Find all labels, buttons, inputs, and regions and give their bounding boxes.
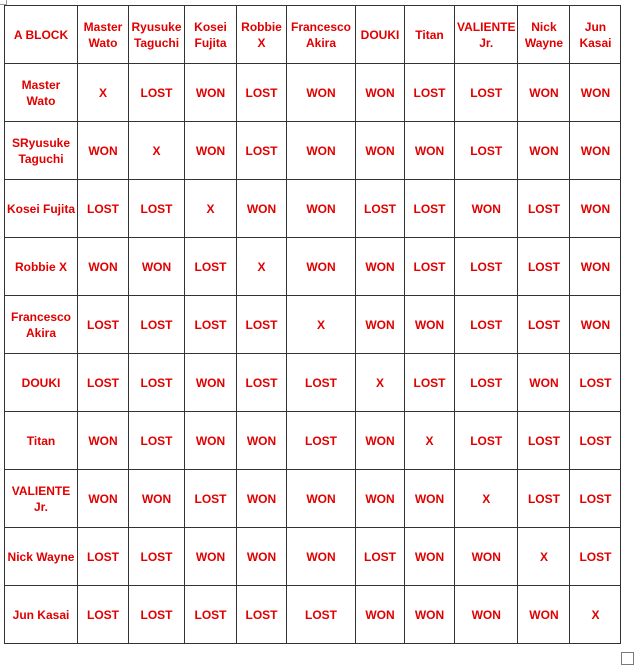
- result-cell: WON: [78, 238, 129, 296]
- result-cell: WON: [356, 64, 405, 122]
- table-row: [5, 64, 621, 122]
- table-row: [5, 470, 621, 528]
- result-cell: LOST: [237, 64, 287, 122]
- result-cell: LOST: [405, 180, 455, 238]
- result-cell: LOST: [237, 354, 287, 412]
- table-row: [5, 528, 621, 586]
- result-cell: LOST: [287, 412, 356, 470]
- result-cell: WON: [518, 64, 570, 122]
- column-header-cell: Nick Wayne: [518, 6, 570, 64]
- result-cell: LOST: [129, 296, 185, 354]
- row-header-cell: Nick Wayne: [5, 528, 78, 586]
- result-cell: WON: [405, 528, 455, 586]
- result-cell: LOST: [518, 470, 570, 528]
- result-cell: WON: [287, 64, 356, 122]
- result-cell: LOST: [455, 354, 518, 412]
- column-header-cell: Francesco Akira: [287, 6, 356, 64]
- result-cell: WON: [455, 586, 518, 644]
- row-header-cell: Master Wato: [5, 64, 78, 122]
- column-header-cell: Jun Kasai: [570, 6, 621, 64]
- row-header-cell: SRyusuke Taguchi: [5, 122, 78, 180]
- result-cell: WON: [237, 528, 287, 586]
- result-cell: WON: [287, 238, 356, 296]
- result-cell: WON: [570, 296, 621, 354]
- result-cell: LOST: [455, 122, 518, 180]
- result-cell: LOST: [185, 238, 237, 296]
- result-cell: WON: [405, 296, 455, 354]
- result-cell: WON: [287, 528, 356, 586]
- result-cell: WON: [287, 122, 356, 180]
- column-header-cell: Master Wato: [78, 6, 129, 64]
- result-cell: WON: [287, 180, 356, 238]
- result-cell: LOST: [237, 296, 287, 354]
- result-cell: LOST: [78, 296, 129, 354]
- result-cell: X: [287, 296, 356, 354]
- result-cell: WON: [518, 354, 570, 412]
- result-cell: LOST: [129, 528, 185, 586]
- result-cell: X: [185, 180, 237, 238]
- result-cell: LOST: [78, 180, 129, 238]
- result-cell: WON: [570, 122, 621, 180]
- column-header-cell: Robbie X: [237, 6, 287, 64]
- result-cell: WON: [78, 412, 129, 470]
- result-cell: WON: [185, 354, 237, 412]
- result-cell: LOST: [78, 528, 129, 586]
- result-cell: WON: [518, 586, 570, 644]
- result-cell: WON: [185, 122, 237, 180]
- result-cell: LOST: [518, 238, 570, 296]
- table-body: [5, 6, 621, 644]
- result-cell: LOST: [356, 180, 405, 238]
- a-block-results-table: [4, 5, 621, 644]
- result-cell: WON: [405, 470, 455, 528]
- result-cell: WON: [356, 470, 405, 528]
- table-row: [5, 238, 621, 296]
- result-cell: LOST: [237, 586, 287, 644]
- result-cell: LOST: [129, 64, 185, 122]
- table-row: [5, 122, 621, 180]
- result-cell: WON: [185, 528, 237, 586]
- result-cell: LOST: [287, 354, 356, 412]
- result-cell: LOST: [129, 586, 185, 644]
- table-row: [5, 412, 621, 470]
- column-header-cell: Kosei Fujita: [185, 6, 237, 64]
- result-cell: LOST: [129, 412, 185, 470]
- result-cell: X: [455, 470, 518, 528]
- result-cell: WON: [356, 122, 405, 180]
- result-cell: WON: [185, 64, 237, 122]
- row-header-cell: DOUKI: [5, 354, 78, 412]
- result-cell: X: [518, 528, 570, 586]
- result-cell: LOST: [185, 470, 237, 528]
- table-row: [5, 296, 621, 354]
- result-cell: LOST: [455, 64, 518, 122]
- result-cell: WON: [518, 122, 570, 180]
- table-row: [5, 354, 621, 412]
- result-cell: WON: [237, 412, 287, 470]
- result-cell: WON: [570, 238, 621, 296]
- result-cell: LOST: [405, 64, 455, 122]
- result-cell: LOST: [570, 412, 621, 470]
- result-cell: WON: [356, 412, 405, 470]
- row-header-cell: Titan: [5, 412, 78, 470]
- result-cell: X: [78, 64, 129, 122]
- result-cell: LOST: [405, 238, 455, 296]
- result-cell: WON: [455, 180, 518, 238]
- row-header-cell: Robbie X: [5, 238, 78, 296]
- result-cell: LOST: [129, 354, 185, 412]
- result-cell: LOST: [356, 528, 405, 586]
- result-cell: WON: [237, 180, 287, 238]
- table-row: [5, 180, 621, 238]
- result-cell: WON: [570, 64, 621, 122]
- result-cell: LOST: [455, 412, 518, 470]
- result-cell: WON: [405, 122, 455, 180]
- result-cell: LOST: [78, 586, 129, 644]
- result-cell: LOST: [78, 354, 129, 412]
- column-header-cell: Ryusuke Taguchi: [129, 6, 185, 64]
- result-cell: LOST: [455, 296, 518, 354]
- result-cell: LOST: [570, 354, 621, 412]
- corner-header-cell: A BLOCK: [5, 6, 78, 64]
- result-cell: LOST: [518, 296, 570, 354]
- result-cell: WON: [356, 296, 405, 354]
- column-header-cell: VALIENTE Jr.: [455, 6, 518, 64]
- result-cell: WON: [287, 470, 356, 528]
- result-cell: WON: [129, 470, 185, 528]
- result-cell: WON: [78, 122, 129, 180]
- result-cell: WON: [356, 238, 405, 296]
- result-cell: LOST: [518, 412, 570, 470]
- result-cell: LOST: [185, 296, 237, 354]
- result-cell: X: [570, 586, 621, 644]
- result-cell: WON: [237, 470, 287, 528]
- result-cell: X: [129, 122, 185, 180]
- result-cell: LOST: [518, 180, 570, 238]
- table-row: [5, 586, 621, 644]
- result-cell: LOST: [129, 180, 185, 238]
- result-cell: WON: [455, 528, 518, 586]
- result-cell: X: [237, 238, 287, 296]
- row-header-cell: Francesco Akira: [5, 296, 78, 354]
- result-cell: LOST: [237, 122, 287, 180]
- result-cell: WON: [356, 586, 405, 644]
- header-row: [5, 6, 621, 64]
- result-cell: WON: [185, 412, 237, 470]
- result-cell: LOST: [570, 528, 621, 586]
- result-cell: WON: [129, 238, 185, 296]
- result-cell: LOST: [405, 354, 455, 412]
- row-header-cell: VALIENTE Jr.: [5, 470, 78, 528]
- result-cell: LOST: [185, 586, 237, 644]
- table-resize-handle[interactable]: [621, 652, 634, 665]
- result-cell: WON: [78, 470, 129, 528]
- column-header-cell: DOUKI: [356, 6, 405, 64]
- result-cell: LOST: [455, 238, 518, 296]
- result-cell: WON: [405, 586, 455, 644]
- row-header-cell: Kosei Fujita: [5, 180, 78, 238]
- result-cell: LOST: [570, 470, 621, 528]
- result-cell: LOST: [287, 586, 356, 644]
- row-header-cell: Jun Kasai: [5, 586, 78, 644]
- result-cell: WON: [570, 180, 621, 238]
- result-cell: X: [356, 354, 405, 412]
- column-header-cell: Titan: [405, 6, 455, 64]
- result-cell: X: [405, 412, 455, 470]
